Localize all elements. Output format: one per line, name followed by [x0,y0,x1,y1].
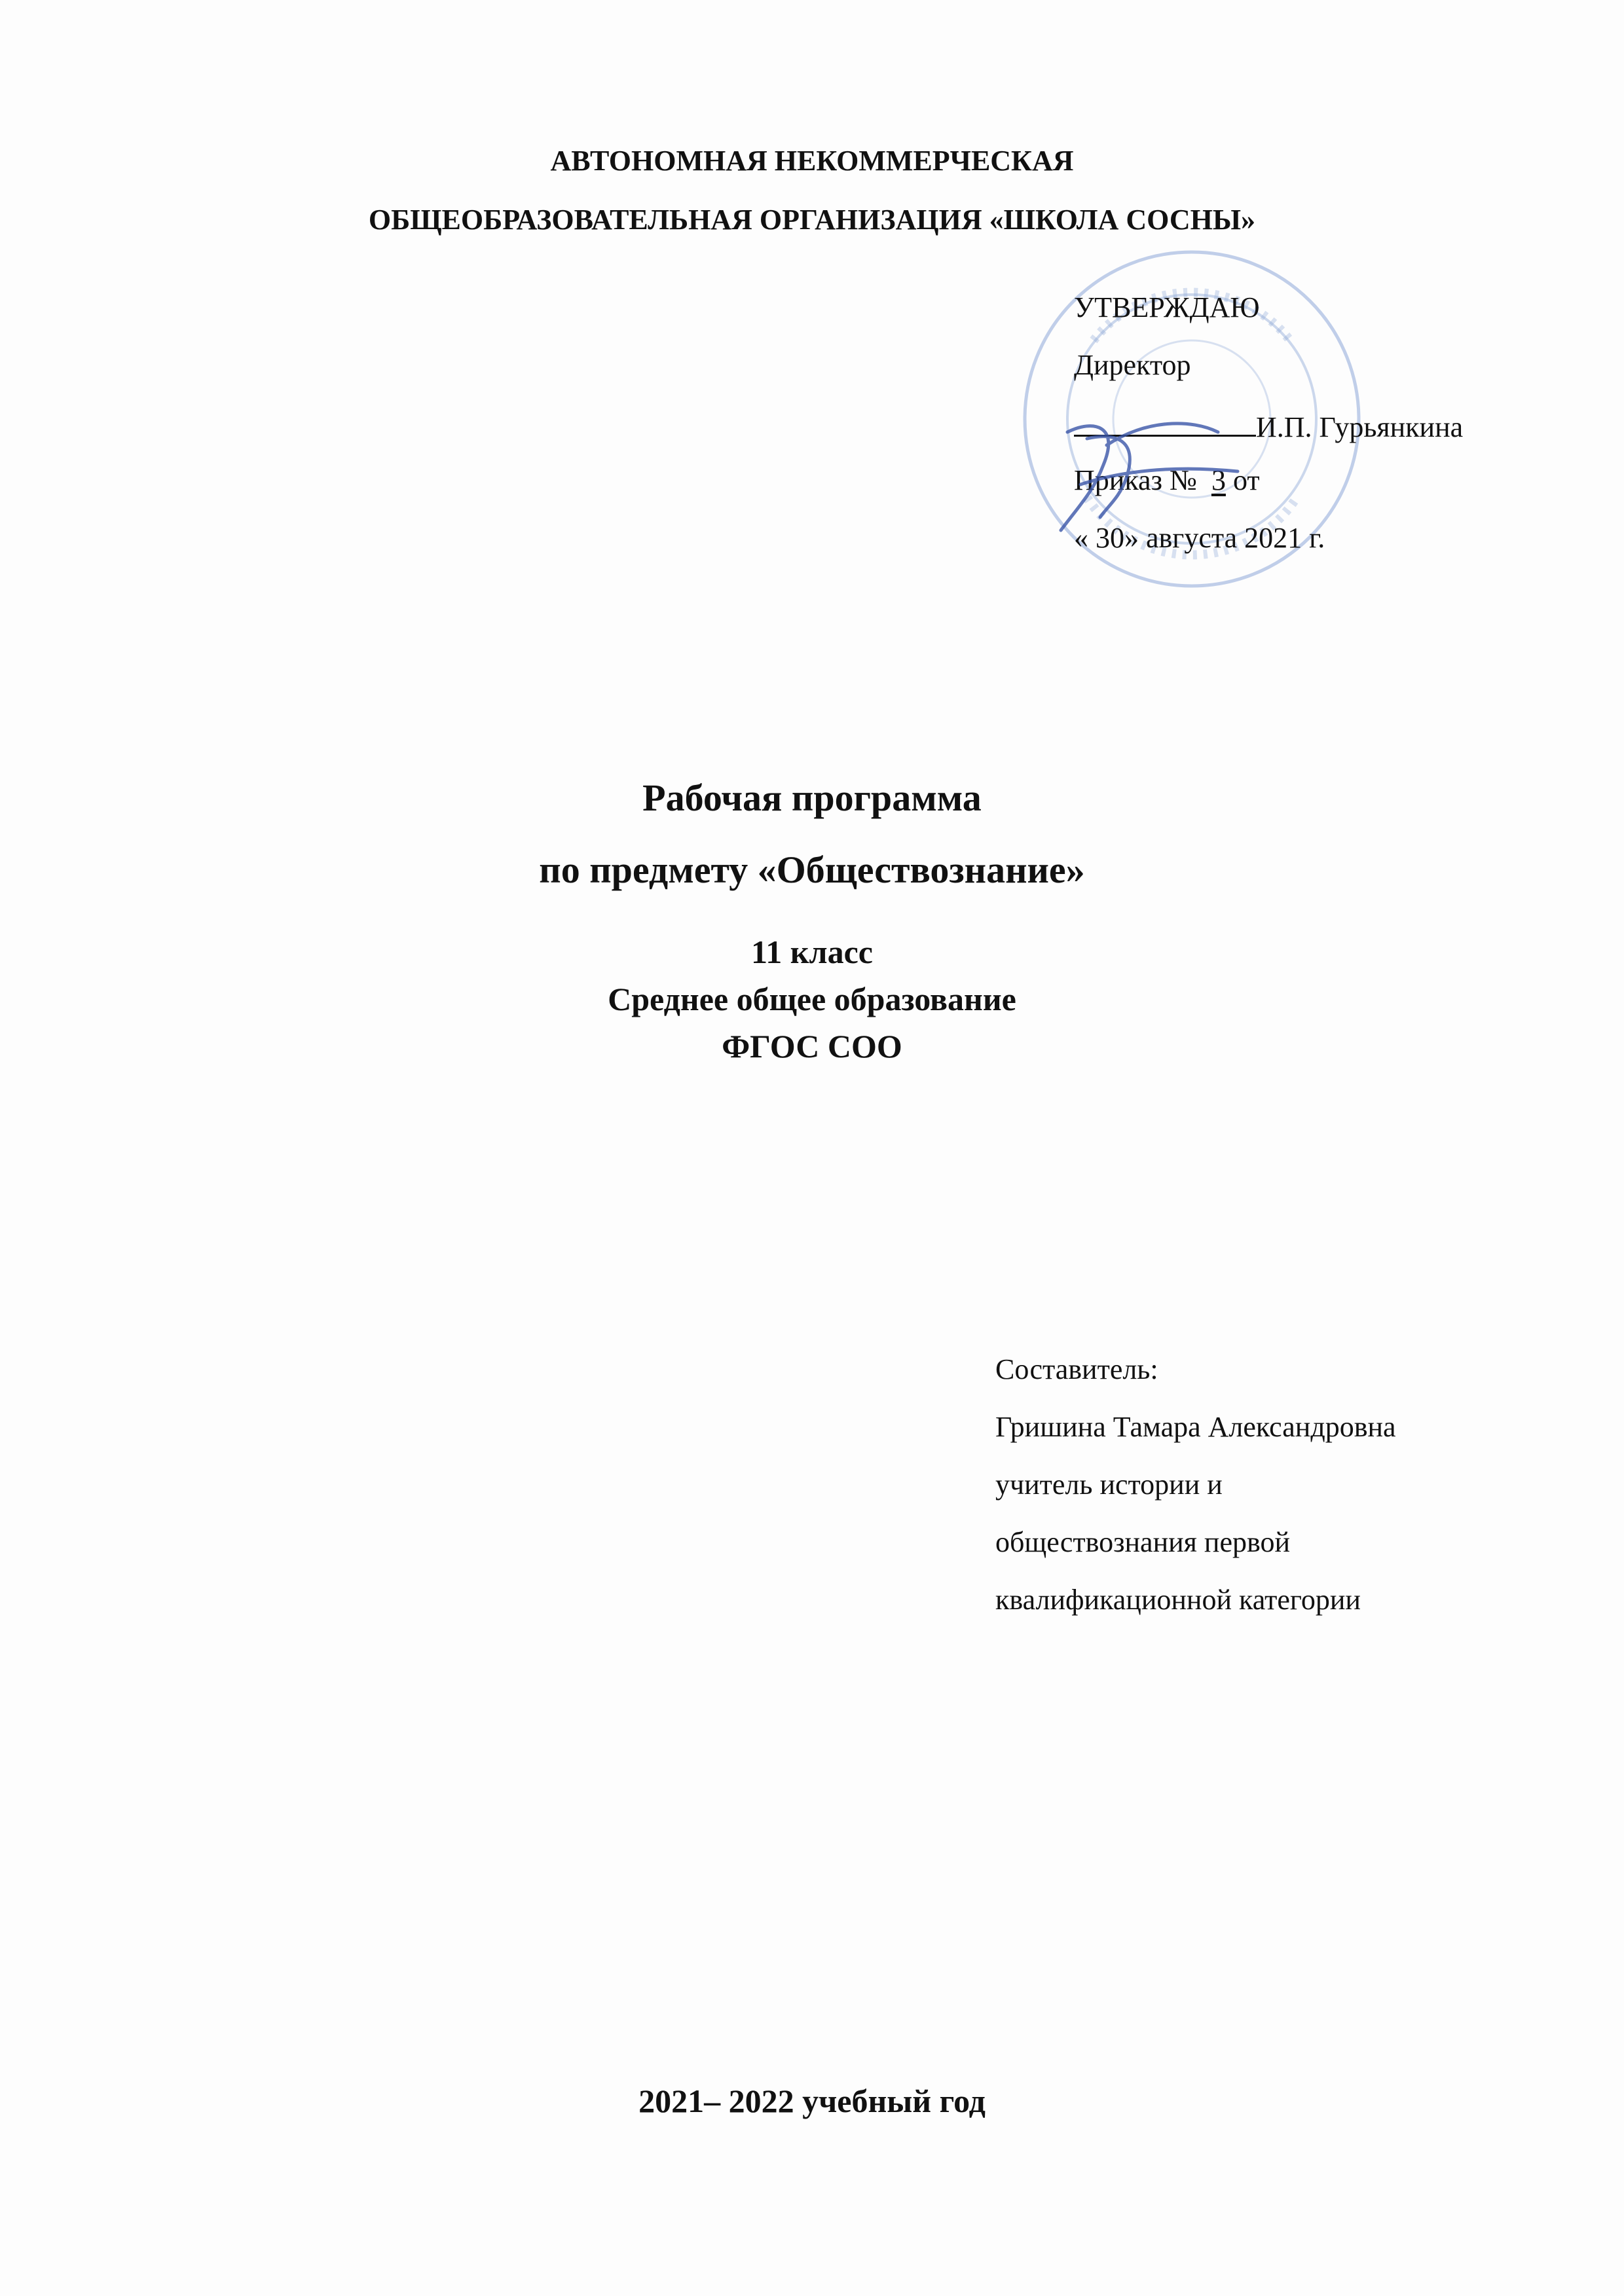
order-suffix: от [1232,464,1260,496]
order-prefix: Приказ № [1074,464,1197,496]
org-name-line1: АВТОНОМНАЯ НЕКОММЕРЧЕСКАЯ [550,145,1074,177]
academic-year: 2021– 2022 учебный год [638,2083,986,2119]
author-title-line2: обществознания первой [995,1526,1291,1558]
order-number: 3 [1211,464,1226,496]
director-position: Директор [1074,349,1191,381]
org-name-line2: ОБЩЕОБРАЗОВАТЕЛЬНАЯ ОРГАНИЗАЦИЯ «ШКОЛА СОСНЫ» [368,204,1256,236]
author-title-line3: квалификационной категории [995,1584,1361,1616]
education-level: Среднее общее образование [608,981,1016,1017]
education-standard: ФГОС СОО [722,1028,902,1065]
approval-date: « 30» августа 2021 г. [1074,522,1325,554]
document-subject: по предмету «Обществознание» [539,848,1085,891]
author-block [995,1341,1396,1629]
signature-icon [1041,393,1264,543]
author-label: Составитель: [995,1353,1158,1385]
author-title-line1: учитель истории и [995,1468,1223,1501]
director-name: И.П. Гурьянкина [1256,411,1464,443]
approve-label: УТВЕРЖДАЮ [1074,291,1260,323]
document-title: Рабочая программа [642,776,982,819]
grade: 11 класс [751,934,873,970]
author-name: Гришина Тамара Александровна [995,1411,1396,1443]
